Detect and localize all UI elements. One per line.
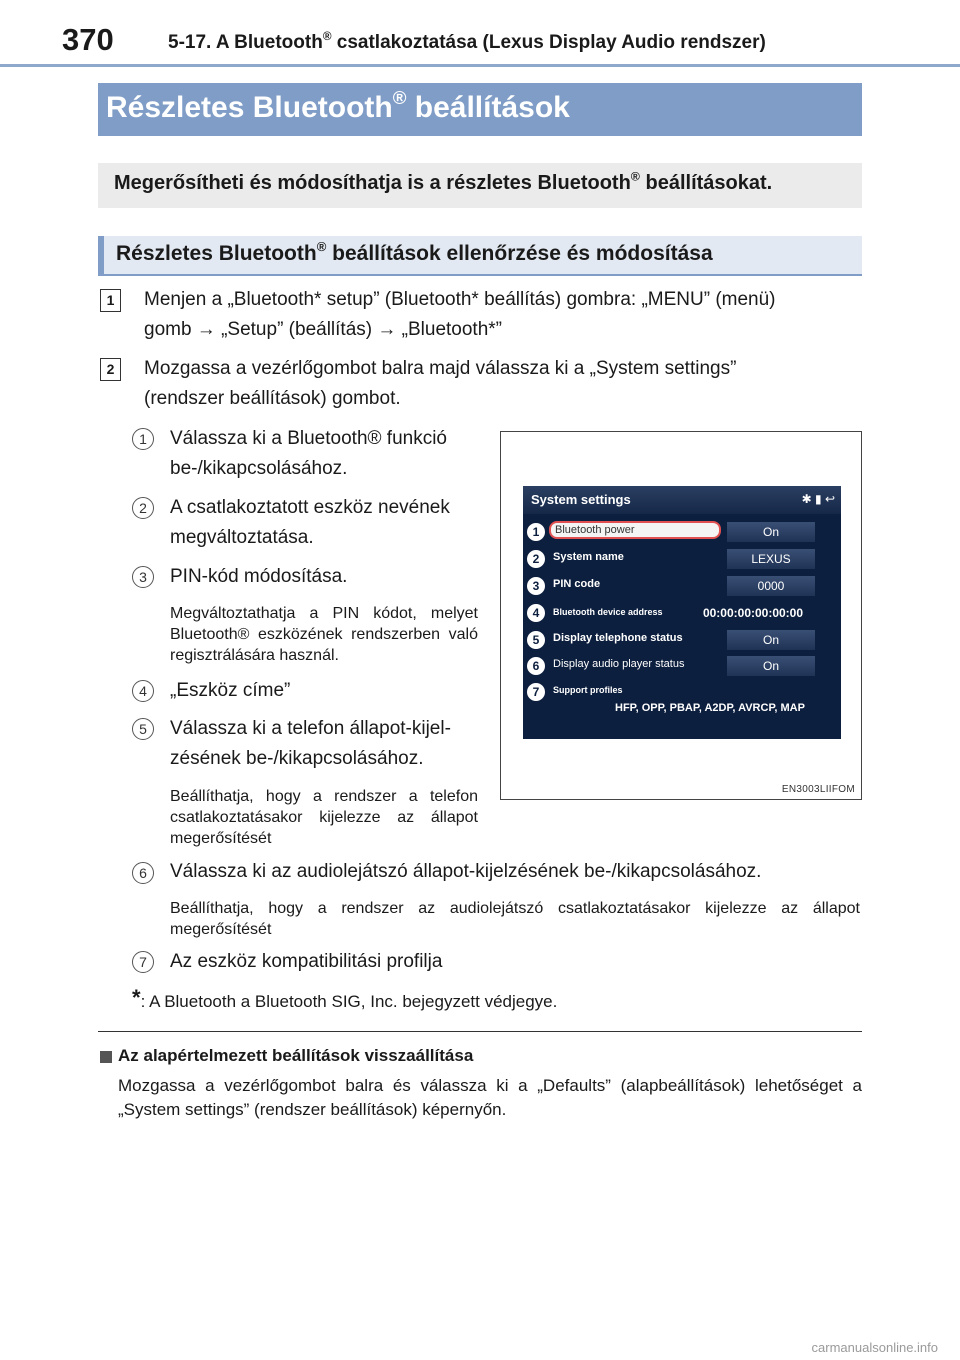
defaults-text: Mozgassa a vezérlőgombot balra és válassza ki a „Defaults” (alapbeállítások) lehetőséget a „System settings” (rendszer beállítások) képernyőn. bbox=[118, 1076, 862, 1119]
bullet-square bbox=[100, 1051, 112, 1063]
footnote: *: A Bluetooth a Bluetooth SIG, Inc. bejegyzett védjegye. bbox=[132, 985, 558, 1011]
screen-row-pin-code[interactable] bbox=[523, 574, 841, 598]
item-5-text2: zésének be-/kikapcsolásához. bbox=[170, 748, 424, 769]
step-2-line1: Mozgassa a vezérlőgombot balra majd válassza ki a „System settings” bbox=[144, 358, 737, 379]
screen-row-number: 3 bbox=[526, 576, 546, 596]
subsection-title: Részletes Bluetooth® beállítások ellenőrzése és módosítása bbox=[116, 238, 713, 265]
screen-row-support-profiles bbox=[523, 680, 841, 724]
back-icon: ↩ bbox=[824, 492, 835, 506]
screen-row-system-name[interactable] bbox=[523, 547, 841, 571]
section-divider bbox=[98, 1031, 862, 1032]
screen-row-number: 7 bbox=[526, 682, 546, 702]
intro-box bbox=[98, 163, 862, 208]
figure-caption: EN3003LIIFOM bbox=[781, 784, 855, 795]
screen-row-label: Display audio player status bbox=[553, 658, 685, 670]
screen-row-audio-player-status[interactable] bbox=[523, 654, 841, 678]
item-number-6: 6 bbox=[132, 862, 154, 884]
status-icons bbox=[802, 492, 835, 506]
system-settings-screen bbox=[523, 486, 841, 739]
item-1-text1: Válassza ki a Bluetooth® funkció bbox=[170, 428, 447, 449]
step-number-2: 2 bbox=[100, 358, 121, 381]
item-number-3: 3 bbox=[132, 566, 154, 588]
screen-row-device-address bbox=[523, 601, 841, 625]
screen-row-label: Bluetooth power bbox=[549, 521, 721, 539]
item-6-text1: Válassza ki az audiolejátszó állapot-kijelzésének be-/kikapcsolásához. bbox=[170, 861, 762, 882]
screen-row-label: Display telephone status bbox=[553, 632, 683, 644]
item-number-1: 1 bbox=[132, 428, 154, 450]
item-3-note: Megváltoztathatja a PIN kódot, melyet Bluetooth® eszközének rendszerben való regisztrálására használ. bbox=[170, 605, 478, 664]
header-rule bbox=[0, 64, 960, 67]
screen-row-value: On bbox=[727, 522, 815, 542]
screen-row-label: PIN code bbox=[553, 578, 601, 590]
screen-row-value: HFP, OPP, PBAP, A2DP, AVRCP, MAP bbox=[615, 702, 805, 714]
step-1-line1: Menjen a „Bluetooth* setup” (Bluetooth* beállítás) gombra: „MENU” (menü) bbox=[144, 289, 776, 310]
item-1-text2: be-/kikapcsolásához. bbox=[170, 458, 348, 479]
subsection-rule bbox=[98, 274, 862, 276]
screen-row-value: 0000 bbox=[727, 576, 815, 596]
item-5-text1: Válassza ki a telefon állapot-kijel- bbox=[170, 718, 451, 739]
defaults-title: Az alapértelmezett beállítások visszaállítása bbox=[118, 1046, 474, 1065]
screen-row-label: Support profiles bbox=[553, 685, 623, 695]
screen-row-bluetooth-power[interactable] bbox=[523, 520, 841, 544]
watermark: carmanualsonline.info bbox=[811, 1340, 938, 1355]
step-number-1: 1 bbox=[100, 289, 121, 312]
subsection-accent bbox=[98, 236, 104, 274]
screen-row-label: Bluetooth device address bbox=[553, 607, 663, 617]
screen-row-value: On bbox=[727, 656, 815, 676]
bluetooth-icon: ✱ bbox=[801, 492, 812, 506]
step-1-line2: gomb → „Setup” (beállítás) → „Bluetooth*” bbox=[144, 319, 502, 340]
step-2-line2: (rendszer beállítások) gombot. bbox=[144, 388, 401, 409]
item-3-text1: PIN-kód módosítása. bbox=[170, 566, 348, 587]
screen-row-label: System name bbox=[553, 551, 624, 563]
item-number-5: 5 bbox=[132, 718, 154, 740]
page-number: 370 bbox=[62, 22, 114, 57]
screen-row-number: 1 bbox=[526, 522, 546, 542]
screen-row-value: On bbox=[727, 630, 815, 650]
screen-row-value: LEXUS bbox=[727, 549, 815, 569]
item-number-2: 2 bbox=[132, 497, 154, 519]
chapter-title: 5-17. A Bluetooth® csatlakoztatása (Lexus Display Audio rendszer) bbox=[168, 29, 766, 53]
item-4-text1: „Eszköz címe” bbox=[170, 680, 291, 701]
screen-row-number: 4 bbox=[526, 603, 546, 623]
screen-row-number: 6 bbox=[526, 656, 546, 676]
item-number-4: 4 bbox=[132, 680, 154, 702]
system-settings-figure bbox=[500, 431, 862, 800]
item-number-7: 7 bbox=[132, 951, 154, 973]
intro-text: Megerősítheti és módosíthatja is a részletes Bluetooth® beállításokat. bbox=[114, 169, 773, 194]
item-5-note: Beállíthatja, hogy a rendszer a telefon csatlakoztatásakor kijelezze az állapot megerősítését bbox=[170, 788, 478, 847]
signal-icon: ▮ bbox=[814, 492, 822, 506]
screen-row-number: 5 bbox=[526, 630, 546, 650]
screen-row-telephone-status[interactable] bbox=[523, 628, 841, 652]
screen-header bbox=[523, 486, 841, 514]
item-7-text1: Az eszköz kompatibilitási profilja bbox=[170, 951, 443, 972]
screen-row-number: 2 bbox=[526, 549, 546, 569]
section-title: Részletes Bluetooth® beállítások bbox=[106, 86, 570, 124]
screen-title: System settings bbox=[531, 492, 631, 507]
item-2-text2: megváltoztatása. bbox=[170, 527, 314, 548]
item-6-note: Beállíthatja, hogy a rendszer az audiolejátszó csatlakoztatásakor kijelezze az állapot megerősítését bbox=[170, 900, 860, 938]
screen-row-value: 00:00:00:00:00:00 bbox=[702, 606, 804, 620]
section-title-bar bbox=[98, 83, 862, 136]
item-2-text1: A csatlakoztatott eszköz nevének bbox=[170, 497, 450, 518]
